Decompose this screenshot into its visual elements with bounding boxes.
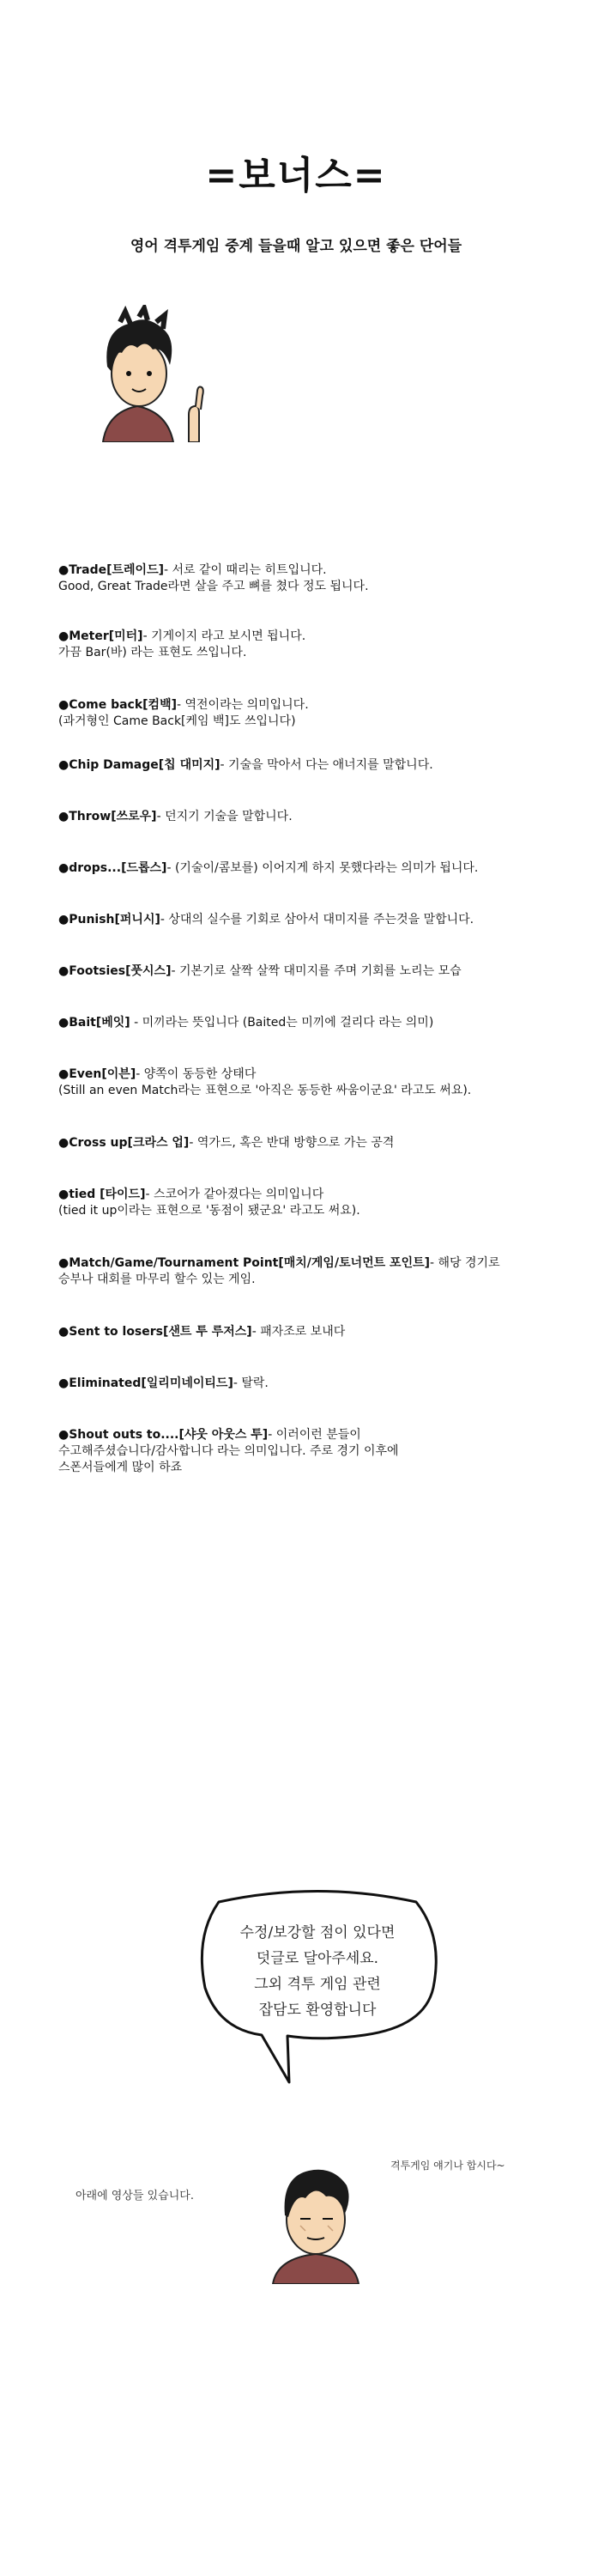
bullet-icon: ● xyxy=(58,563,69,577)
term-desc: - 패자조로 보내다 xyxy=(251,1325,346,1339)
bullet-icon: ● xyxy=(58,1136,69,1150)
term-desc: - 역가드, 혹은 반대 방향으로 가는 공격 xyxy=(189,1136,395,1150)
bullet-icon: ● xyxy=(58,964,69,978)
term-name: Cross up[크라스 업] xyxy=(69,1136,190,1150)
term-item xyxy=(58,1187,573,1219)
term-desc: - 기술을 막아서 다는 애너지를 말합니다. xyxy=(220,758,433,772)
term-item xyxy=(58,629,573,661)
term-item xyxy=(58,912,573,928)
bullet-icon: ● xyxy=(58,1376,69,1390)
bullet-icon: ● xyxy=(58,758,69,772)
term-item xyxy=(58,1427,573,1476)
term-item xyxy=(58,1066,573,1099)
bullet-icon: ● xyxy=(58,1016,69,1030)
term-desc-line: 가끔 Bar(바) 라는 표현도 쓰입니다. xyxy=(58,646,247,659)
bullet-icon: ● xyxy=(58,1325,69,1339)
term-desc: - 스코어가 같아졌다는 의미입니다 xyxy=(145,1188,324,1201)
term-item xyxy=(58,1255,573,1288)
term-desc-line: 스폰서들에게 많이 하죠 xyxy=(58,1461,183,1474)
bullet-icon: ● xyxy=(58,698,69,712)
bullet-icon: ● xyxy=(58,1067,69,1081)
page-subtitle: 영어 격투게임 중계 들을때 알고 있으면 좋은 단어들 xyxy=(130,238,462,255)
term-item xyxy=(58,1015,573,1031)
term-name: Sent to losers[샌트 투 루저스] xyxy=(69,1325,252,1339)
bubble-line: 덧글로 달아주세요. xyxy=(256,1950,379,1967)
term-desc-line: (tied it up이라는 표현으로 '동점이 됐군요' 라고도 써요). xyxy=(58,1204,360,1218)
bubble-line: 잡담도 환영합니다 xyxy=(258,2002,377,2019)
term-desc-line: Good, Great Trade라면 살을 주고 뼈를 쳤다 정도 됩니다. xyxy=(58,580,369,593)
term-desc: - 상대의 실수를 기회로 삼아서 대미지를 주는것을 말합니다. xyxy=(160,913,474,927)
term-desc: - 던지기 기술을 말합니다. xyxy=(156,810,293,823)
term-desc-line: (과거형인 Came Back[케임 백]도 쓰입니다) xyxy=(58,714,296,728)
term-desc: - 서로 같이 때리는 히트입니다. xyxy=(164,563,327,577)
term-item xyxy=(58,697,573,730)
term-name: Meter[미터] xyxy=(69,629,143,643)
bullet-icon: ● xyxy=(58,1256,69,1270)
term-desc: - 기본기로 살짝 살짝 대미지를 주며 기회를 노리는 모습 xyxy=(171,964,462,978)
bubble-line: 그외 격투 게임 관련 xyxy=(254,1976,381,1993)
term-name: Chip Damage[칩 대미지] xyxy=(69,758,220,772)
term-name: Even[이븐] xyxy=(69,1067,136,1081)
term-item xyxy=(58,963,573,980)
term-name: Bait[베잇] xyxy=(69,1016,130,1030)
term-desc: - 기게이지 라고 보시면 됩니다. xyxy=(142,629,306,643)
bullet-icon: ● xyxy=(58,1428,69,1442)
term-item xyxy=(58,757,573,774)
below-videos-label: 아래에 영상들 있습니다. xyxy=(76,2190,194,2202)
page-title: =보너스= xyxy=(205,154,387,197)
speech-label: 격투게임 얘기나 합시다~ xyxy=(390,2160,505,2172)
term-item xyxy=(58,1376,573,1392)
bubble-line: 수정/보강할 점이 있다면 xyxy=(239,1924,396,1941)
bullet-icon: ● xyxy=(58,1188,69,1201)
term-name: drops...[드롭스] xyxy=(69,861,167,875)
term-name: Punish[퍼니시] xyxy=(69,913,160,927)
term-desc-line: 승부나 대회를 마무리 할수 있는 게임. xyxy=(58,1273,256,1286)
term-name: Eliminated[일리미네이티드] xyxy=(69,1376,233,1390)
bubble-text xyxy=(193,1920,442,2023)
term-desc-line: 수고해주셨습니다/감사합니다 라는 의미입니다. 주로 경기 이후에 xyxy=(58,1444,399,1458)
term-desc: - 탈락. xyxy=(233,1376,269,1390)
term-desc: - (기술이/콤보를) 이어지게 하지 못했다라는 의미가 됩니다. xyxy=(166,861,479,875)
term-item xyxy=(58,562,573,595)
term-item xyxy=(58,860,573,877)
term-name: Trade[트레이드] xyxy=(69,563,164,577)
bullet-icon: ● xyxy=(58,810,69,823)
term-desc: - 역전이라는 의미입니다. xyxy=(177,698,309,712)
term-item xyxy=(58,1324,573,1340)
term-item xyxy=(58,1135,573,1151)
term-name: tied [타이드] xyxy=(69,1188,146,1201)
term-name: Footsies[풋시스] xyxy=(69,964,172,978)
bullet-icon: ● xyxy=(58,861,69,875)
term-desc: - 미끼라는 뜻입니다 (Baited는 미끼에 걸리다 라는 의미) xyxy=(130,1016,434,1030)
term-desc-line: (Still an even Match라는 표현으로 '아직은 동등한 싸움이군요' 라고도 써요). xyxy=(58,1084,472,1097)
bullet-icon: ● xyxy=(58,913,69,927)
term-desc: - 해당 경기로 xyxy=(430,1256,500,1270)
term-desc: - 이러이런 분들이 xyxy=(268,1428,361,1442)
cartoon-character-icon xyxy=(77,305,223,442)
term-name: Shout outs to....[샤웃 아웃스 투] xyxy=(69,1428,269,1442)
term-desc: - 양쪽이 동등한 상태다 xyxy=(136,1067,257,1081)
term-name: Match/Game/Tournament Point[매치/게임/토너먼트 포인트] xyxy=(69,1256,431,1270)
term-name: Come back[컴백] xyxy=(69,698,177,712)
term-item xyxy=(58,809,573,825)
term-name: Throw[쓰로우] xyxy=(69,810,157,823)
bullet-icon: ● xyxy=(58,629,69,643)
cartoon-character-icon xyxy=(256,2155,376,2284)
